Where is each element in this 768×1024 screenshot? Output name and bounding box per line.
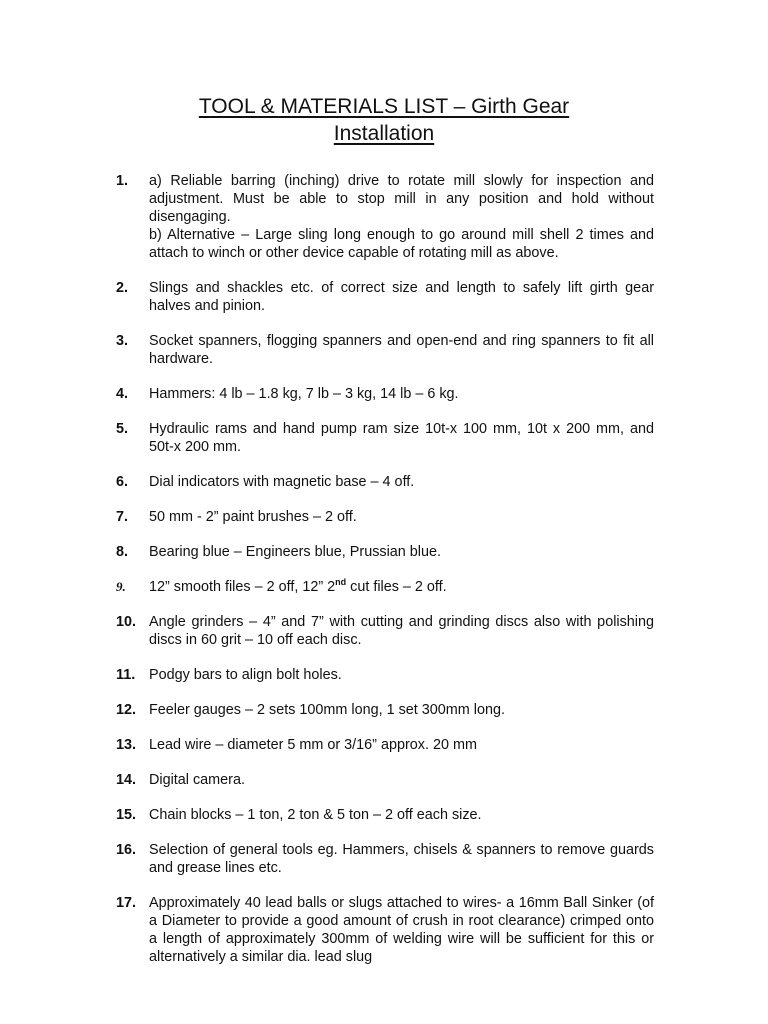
item-number: 16. (116, 842, 137, 858)
document-title-line-1: TOOL & MATERIALS LIST – Girth Gear (198, 95, 570, 118)
item-number: 1. (116, 173, 129, 189)
list-item (116, 508, 654, 526)
item-number: 15. (116, 807, 137, 823)
item-number: 6. (116, 474, 129, 490)
materials-list (116, 172, 654, 983)
item-text: Slings and shackles etc. of correct size and length to safely lift girth gear halves and pinion. (149, 280, 654, 314)
item-number: 14. (116, 772, 137, 788)
list-item (116, 613, 654, 649)
item-text: Angle grinders – 4” and 7” with cutting and grinding discs also with polishing discs in 60 grit – 10 off each disc. (149, 614, 654, 648)
list-item (116, 666, 654, 684)
item-text: Bearing blue – Engineers blue, Prussian blue. (149, 544, 442, 560)
list-item (116, 543, 654, 561)
item-text: Lead wire – diameter 5 mm or 3/16” approx. 20 mm (149, 737, 477, 753)
document-title-line-2: Installation (333, 122, 435, 145)
item-text: Digital camera. (149, 772, 245, 788)
item-text: Feeler gauges – 2 sets 100mm long, 1 set 300mm long. (149, 702, 505, 718)
list-item (116, 578, 654, 596)
list-item (116, 172, 654, 262)
item-number: 10. (116, 614, 137, 630)
list-item (116, 806, 654, 824)
item-number: 11. (116, 667, 136, 683)
list-item (116, 771, 654, 789)
item-text: Socket spanners, flogging spanners and open-end and ring spanners to fit all hardware. (149, 333, 654, 367)
item-text: Approximately 40 lead balls or slugs attached to wires- a 16mm Ball Sinker (of a Diameter to provide a good amount of crush in root clearance) crimped onto a length of approximately 300mm of welding wire will be sufficient for this or alternatively a similar dia. lead slug (149, 895, 654, 965)
item-number: 12. (116, 702, 137, 718)
item-text-a: a) Reliable barring (inching) drive to rotate mill slowly for inspection and adjustment. Must be able to stop mill in any position and hold without disengaging. (149, 173, 654, 225)
item-number: 4. (116, 386, 129, 402)
item-text-superscript: nd (335, 577, 347, 588)
item-text: Podgy bars to align bolt holes. (149, 667, 342, 683)
item-number: 2. (116, 280, 129, 296)
item-number: 3. (116, 333, 129, 349)
item-text: Dial indicators with magnetic base – 4 off. (149, 474, 415, 490)
item-text-pre: 12” smooth files – 2 off, 12” 2 (149, 579, 336, 595)
item-text-post: cut files – 2 off. (346, 579, 447, 595)
list-item (116, 701, 654, 719)
list-item (116, 332, 654, 368)
item-number: 9. (116, 579, 126, 594)
list-item (116, 894, 654, 966)
item-text (149, 578, 654, 596)
item-text: Hydraulic rams and hand pump ram size 10t-x 100 mm, 10t x 200 mm, and 50t-x 200 mm. (149, 421, 654, 455)
list-item (116, 736, 654, 754)
item-number: 5. (116, 421, 129, 437)
item-number: 17. (116, 895, 137, 911)
item-number: 13. (116, 737, 137, 753)
list-item (116, 473, 654, 491)
item-text: Chain blocks – 1 ton, 2 ton & 5 ton – 2 off each size. (149, 807, 482, 823)
list-item (116, 420, 654, 456)
item-text: 50 mm - 2” paint brushes – 2 off. (149, 509, 357, 525)
item-text-b: b) Alternative – Large sling long enough to go around mill shell 2 times and attach to winch or other device capable of rotating mill as above. (149, 227, 654, 261)
list-item (116, 279, 654, 315)
item-text: Selection of general tools eg. Hammers, chisels & spanners to remove guards and grease lines etc. (149, 842, 654, 876)
list-item (116, 385, 654, 403)
item-text: Hammers: 4 lb – 1.8 kg, 7 lb – 3 kg, 14 lb – 6 kg. (149, 386, 459, 402)
list-item (116, 841, 654, 877)
item-number: 8. (116, 544, 129, 560)
item-text (149, 172, 654, 262)
item-number: 7. (116, 509, 129, 525)
